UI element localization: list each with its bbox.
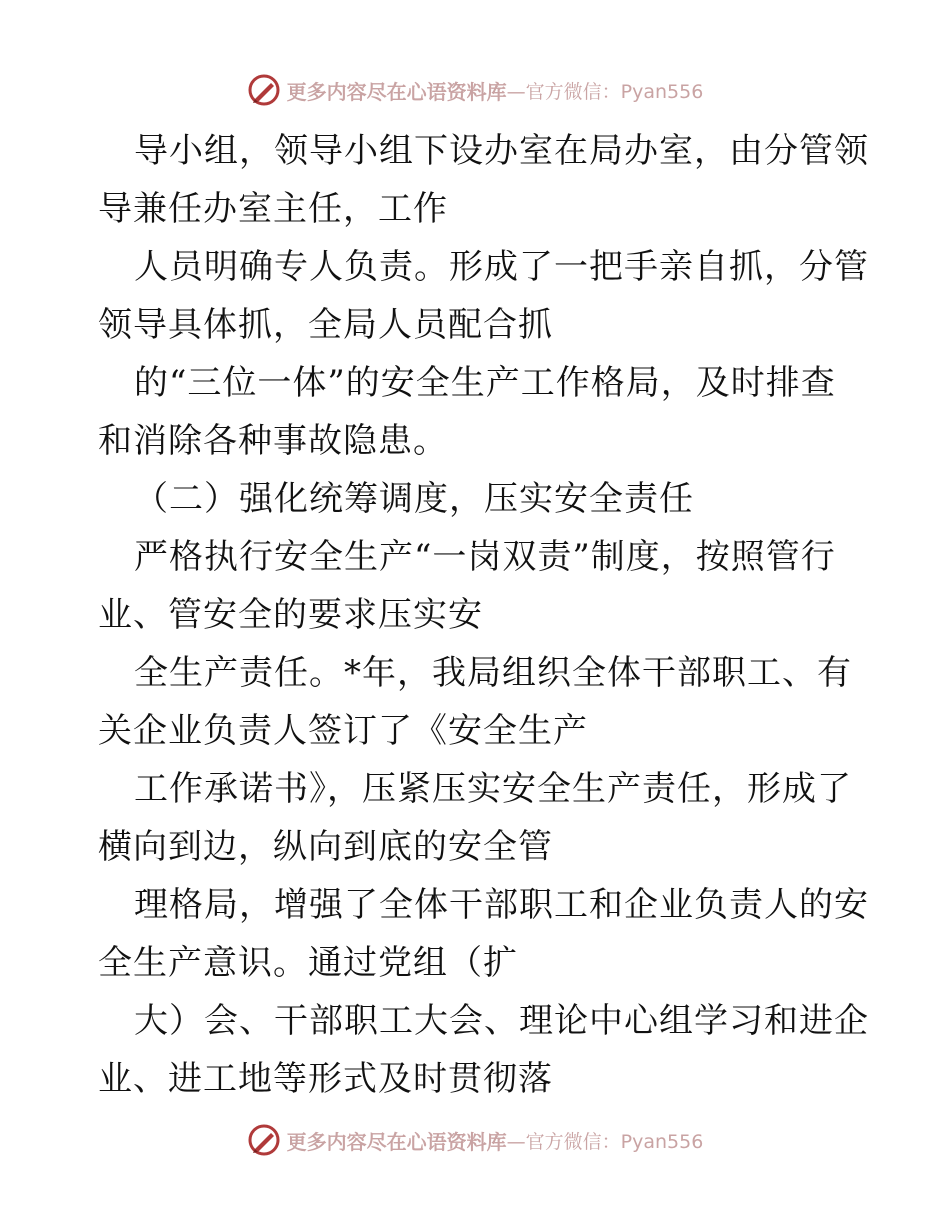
text-line: 大）会、干部职工大会、理论中心组学习和进企 [134, 1001, 869, 1041]
text-line: 导小组，领导小组下设办室在局办室，由分管领 [134, 131, 869, 171]
banner-wechat: —官方微信：Pyan556 [506, 1130, 704, 1153]
pen-circle-logo-icon [247, 73, 281, 107]
text-line: 业、管安全的要求压实安 [98, 595, 483, 635]
document-body [98, 122, 869, 1108]
text-line: 工作承诺书》，压紧压实安全生产责任，形成了 [134, 769, 852, 809]
banner-wechat: —官方微信：Pyan556 [506, 80, 704, 103]
text-line: 人员明确专人负责。形成了一把手亲自抓，分管 [134, 247, 869, 287]
text-line: 和消除各种事故隐患。 [98, 421, 448, 461]
text-line: 全生产责任。*年，我局组织全体干部职工、有 [134, 653, 852, 693]
text-line: 全生产意识。通过党组（扩 [98, 943, 518, 983]
text-line: 理格局，增强了全体干部职工和企业负责人的安 [134, 885, 869, 925]
text-line: 的“三位一体”的安全生产工作格局，及时排查 [134, 363, 836, 403]
text-line: 领导具体抓，全局人员配合抓 [98, 305, 553, 345]
header-watermark-banner [0, 70, 950, 110]
text-line: 横向到边，纵向到底的安全管 [98, 827, 553, 867]
text-line: 业、进工地等形式及时贯彻落 [98, 1059, 553, 1099]
footer-watermark-banner [0, 1120, 950, 1160]
text-line: 导兼任办室主任，工作 [98, 189, 448, 229]
pen-circle-logo-icon [247, 1123, 281, 1157]
text-line: （二）强化统筹调度，压实安全责任 [134, 479, 694, 519]
text-line: 严格执行安全生产“一岗双责”制度，按照管行 [134, 537, 836, 577]
text-line: 关企业负责人签订了《安全生产 [98, 711, 588, 751]
banner-text: 更多内容尽在心语资料库 [286, 79, 507, 104]
banner-text: 更多内容尽在心语资料库 [286, 1129, 507, 1154]
